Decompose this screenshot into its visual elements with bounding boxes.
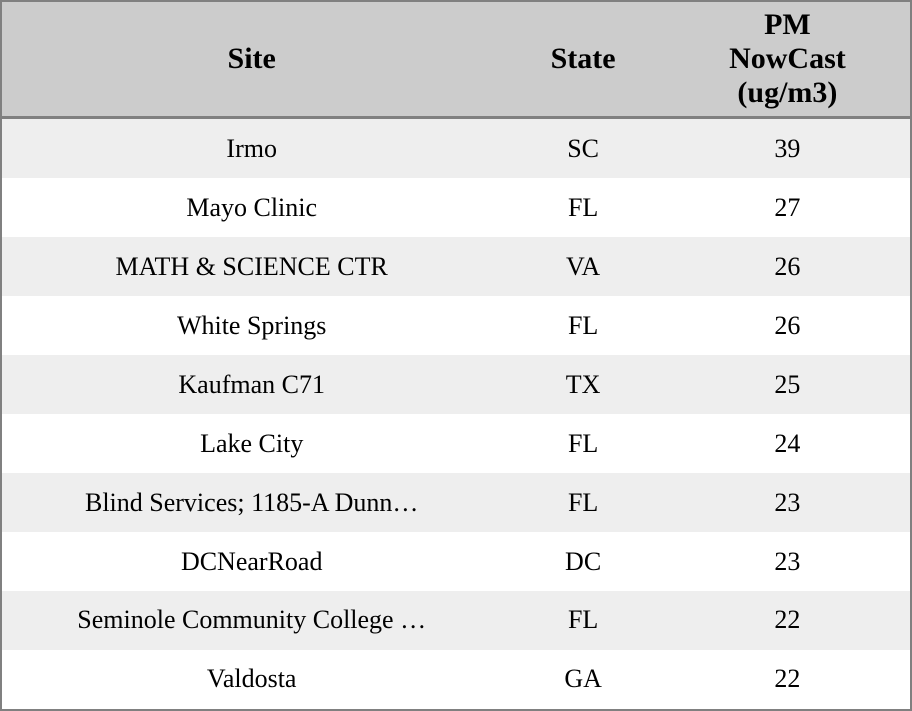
table-header-row: [2, 2, 910, 117]
table-row[interactable]: [2, 650, 910, 709]
cell-site: MATH & SCIENCE CTR: [2, 237, 501, 296]
table-row[interactable]: [2, 414, 910, 473]
table-row[interactable]: [2, 178, 910, 237]
table-row[interactable]: [2, 532, 910, 591]
cell-pm-nowcast: 23: [665, 532, 910, 591]
cell-site: DCNearRoad: [2, 532, 501, 591]
cell-site: Blind Services; 1185-A Dunn…: [2, 473, 501, 532]
cell-state: DC: [501, 532, 664, 591]
cell-site: Lake City: [2, 414, 501, 473]
cell-site: Seminole Community College …: [2, 591, 501, 650]
cell-pm-nowcast: 39: [665, 117, 910, 178]
cell-pm-nowcast: 24: [665, 414, 910, 473]
cell-site: Valdosta: [2, 650, 501, 709]
column-header-site-label: Site: [227, 41, 276, 75]
cell-pm-nowcast: 26: [665, 296, 910, 355]
table-header: [2, 2, 910, 117]
cell-site: Irmo: [2, 117, 501, 178]
table-row[interactable]: [2, 237, 910, 296]
column-header-pm-nowcast-line1: PM: [764, 8, 811, 41]
column-header-site[interactable]: [2, 2, 501, 117]
column-header-state[interactable]: [501, 2, 664, 117]
cell-state: SC: [501, 117, 664, 178]
cell-pm-nowcast: 23: [665, 473, 910, 532]
column-header-pm-nowcast[interactable]: [665, 2, 910, 117]
table-row[interactable]: [2, 117, 910, 178]
cell-site: Kaufman C71: [2, 355, 501, 414]
cell-pm-nowcast: 25: [665, 355, 910, 414]
cell-state: FL: [501, 414, 664, 473]
column-header-pm-nowcast-line3: (ug/m3): [737, 75, 838, 109]
cell-pm-nowcast: 22: [665, 591, 910, 650]
table-row[interactable]: [2, 355, 910, 414]
column-header-state-label: State: [550, 41, 616, 75]
cell-state: FL: [501, 591, 664, 650]
cell-site: White Springs: [2, 296, 501, 355]
cell-state: GA: [501, 650, 664, 709]
cell-site: Mayo Clinic: [2, 178, 501, 237]
cell-state: FL: [501, 296, 664, 355]
cell-state: TX: [501, 355, 664, 414]
cell-pm-nowcast: 22: [665, 650, 910, 709]
cell-state: VA: [501, 237, 664, 296]
table-body: [2, 117, 910, 709]
cell-state: FL: [501, 178, 664, 237]
cell-pm-nowcast: 26: [665, 237, 910, 296]
column-header-pm-nowcast-line2: NowCast: [729, 41, 846, 75]
table-row[interactable]: [2, 591, 910, 650]
table-row[interactable]: [2, 473, 910, 532]
cell-state: FL: [501, 473, 664, 532]
cell-pm-nowcast: 27: [665, 178, 910, 237]
air-quality-table: [2, 2, 910, 709]
table-row[interactable]: [2, 296, 910, 355]
